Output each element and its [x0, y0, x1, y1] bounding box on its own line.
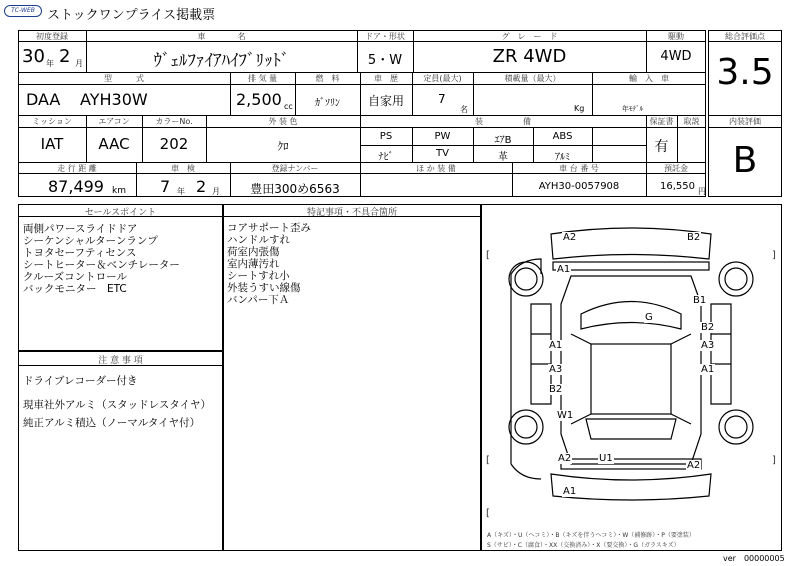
damage-legend-2: S（サビ）・C（腐食）・XX（交換済み）・X（要交換）・G（ガラスキズ） [487, 542, 680, 549]
capacity-value: 7 [438, 92, 446, 106]
plate-value: 豊田300め6563 [250, 182, 340, 196]
part-label: A3 [549, 364, 563, 375]
part-label: U1 [599, 453, 613, 464]
label-chassis-no: 車 台 番 号 [559, 164, 599, 173]
equip-ps: PS [379, 131, 393, 142]
unit-ins-month: 月 [212, 187, 220, 196]
unit-persons: 名 [460, 105, 468, 114]
list-item: シートすれ小 [227, 270, 290, 282]
part-label: A1 [557, 264, 571, 275]
unit-yen: 円 [698, 187, 706, 196]
part-label: B1 [693, 295, 707, 306]
label-aircon: エアコン [98, 117, 130, 126]
list-item: 現車社外アルミ（スタッドレスタイヤ） [23, 399, 212, 411]
model-value: AYH30W [80, 90, 148, 109]
inspection-year: 7 [160, 177, 171, 196]
reg-month: 2 [59, 46, 71, 67]
label-manual: 取説 [683, 117, 700, 126]
equip-airbag: ｴｱB [494, 135, 512, 146]
model-prefix: DAA [26, 90, 61, 109]
fuel-value: ｶﾞｿﾘﾝ [315, 98, 340, 109]
label-exterior: 外 装 色 [268, 117, 298, 126]
deposit-value: 16,550 [660, 181, 695, 192]
part-label: G [645, 312, 653, 323]
list-item: 室内薄汚れ [227, 258, 280, 270]
warranty-value: 有 [654, 139, 669, 155]
overall-score: 3.5 [716, 52, 774, 93]
inspection-month: 2 [196, 177, 207, 196]
list-item: バックモニター ETC [23, 283, 127, 295]
sales-points-list [23, 223, 180, 295]
unit-model-year: 年ﾓﾃﾞﾙ [622, 105, 643, 113]
label-import: 輸 入 車 [629, 74, 669, 83]
bracket-marker: ] [772, 250, 776, 261]
mileage-value: 87,499 [48, 177, 104, 196]
part-label: A1 [701, 364, 715, 375]
list-item: バンパー下Ａ [227, 294, 290, 306]
part-label: B2 [549, 384, 563, 395]
label-deposit: 預託金 [664, 164, 688, 173]
history-value: 自家用 [367, 94, 404, 108]
grade-value: ZR 4WD [492, 46, 567, 67]
aircon-value: AAC [98, 135, 130, 153]
equip-alumi: ｱﾙﾐ [555, 152, 570, 163]
unit-year: 年 [46, 59, 54, 68]
label-sales-points: セールスポイント [84, 208, 157, 218]
part-label: A2 [687, 460, 701, 471]
label-special-notes: 特記事項・不具合箇所 [306, 208, 397, 218]
unit-cc: cc [284, 102, 293, 111]
list-item: 純正アルミ積込（ノーマルタイヤ付） [23, 417, 201, 429]
list-item: 外装うすい線傷 [227, 282, 301, 294]
equip-leather: 革 [498, 152, 508, 163]
label-equipment: 装 備 [475, 117, 531, 126]
label-other-equip: ほ か 装 備 [416, 164, 456, 173]
equip-pw: PW [434, 131, 451, 142]
equip-tv: TV [436, 148, 449, 159]
bracket-marker: ] [772, 455, 776, 466]
exterior-color-value: ｸﾛ [277, 140, 289, 153]
label-mileage: 走 行 距 離 [57, 164, 97, 173]
label-first-reg: 初度登録 [36, 32, 68, 41]
part-label: A1 [549, 340, 563, 351]
part-label: A3 [701, 340, 715, 351]
label-mission: ミッション [32, 117, 72, 126]
part-label: B2 [701, 322, 715, 333]
label-fuel: 燃 料 [315, 74, 340, 83]
unit-km: km [112, 186, 126, 196]
label-load: 積載量（最大） [504, 74, 561, 83]
label-color-no: カラーNo. [155, 117, 193, 126]
list-item: コアサポート歪み [227, 222, 311, 234]
bracket-marker: [ [486, 250, 490, 261]
version-label: ver 00000005 [723, 554, 785, 563]
page-title: ストックワンプライス掲載票 [47, 8, 216, 23]
list-item: 両側パワースライドドア [23, 223, 138, 235]
label-plate: 登録ナンバー [271, 164, 319, 173]
reg-year: 30 [22, 46, 45, 67]
part-label: A1 [563, 486, 577, 497]
doors-value: 5・W [367, 53, 403, 68]
label-grade: グ レ ー ド [501, 32, 558, 41]
label-interior: 内装評価 [729, 117, 761, 126]
part-label: A2 [558, 453, 572, 464]
label-doors: ドア・形状 [365, 32, 405, 41]
color-no-value: 202 [159, 135, 189, 153]
list-item: トヨタセーフティセンス [23, 247, 137, 259]
equip-abs: ABS [552, 131, 573, 142]
list-item: ドライブレコーダー付き [23, 375, 138, 387]
label-name: 車 名 [197, 32, 246, 41]
label-overall: 総合評価点 [725, 32, 765, 41]
part-label: B2 [687, 232, 701, 243]
damage-legend-1: A（キズ）・U（ヘコミ）・B（キズを伴うヘコミ）・W（補修跡）・P（要塗装） [487, 532, 695, 539]
unit-ins-year: 年 [177, 187, 185, 196]
label-drive: 駆動 [668, 32, 684, 41]
displacement-value: 2,500 [236, 90, 282, 109]
label-displacement: 排 気 量 [247, 74, 278, 83]
list-item: ハンドルすれ [227, 234, 290, 246]
mission-value: IAT [40, 135, 64, 153]
list-item: 荷室内張傷 [227, 246, 280, 258]
part-label: W1 [557, 410, 574, 421]
bracket-marker: [ [486, 508, 490, 519]
list-item: シーケンシャルターンランプ [23, 235, 158, 247]
list-item: クルーズコントロール [23, 271, 127, 283]
chassis-no-value: AYH30-0057908 [538, 181, 620, 192]
special-notes-list [227, 222, 311, 306]
tc-web-logo: TC-WEB [4, 5, 42, 17]
label-capacity: 定員(最大) [423, 74, 462, 83]
cautions-list [23, 375, 219, 429]
list-item: シートヒーター＆ベンチレーター [23, 259, 180, 271]
label-cautions: 注 意 事 項 [98, 356, 143, 366]
equip-navi: ﾅﾋﾞ [378, 152, 394, 163]
bracket-marker: [ [486, 455, 490, 466]
drive-value: 4WD [660, 49, 692, 64]
label-inspection: 車 検 [171, 164, 195, 173]
vehicle-name: ｳﾞｪﾙﾌｧｲｱﾊｲﾌﾞﾘｯﾄﾞ [153, 51, 290, 71]
part-label: A2 [563, 232, 577, 243]
interior-score: B [732, 140, 758, 181]
car-diagram [481, 204, 782, 551]
label-warranty: 保証書 [649, 117, 674, 126]
label-model: 型 式 [104, 74, 144, 83]
unit-kg: Kg [574, 104, 585, 113]
label-history: 車 歴 [374, 74, 398, 83]
unit-month: 月 [75, 59, 83, 68]
